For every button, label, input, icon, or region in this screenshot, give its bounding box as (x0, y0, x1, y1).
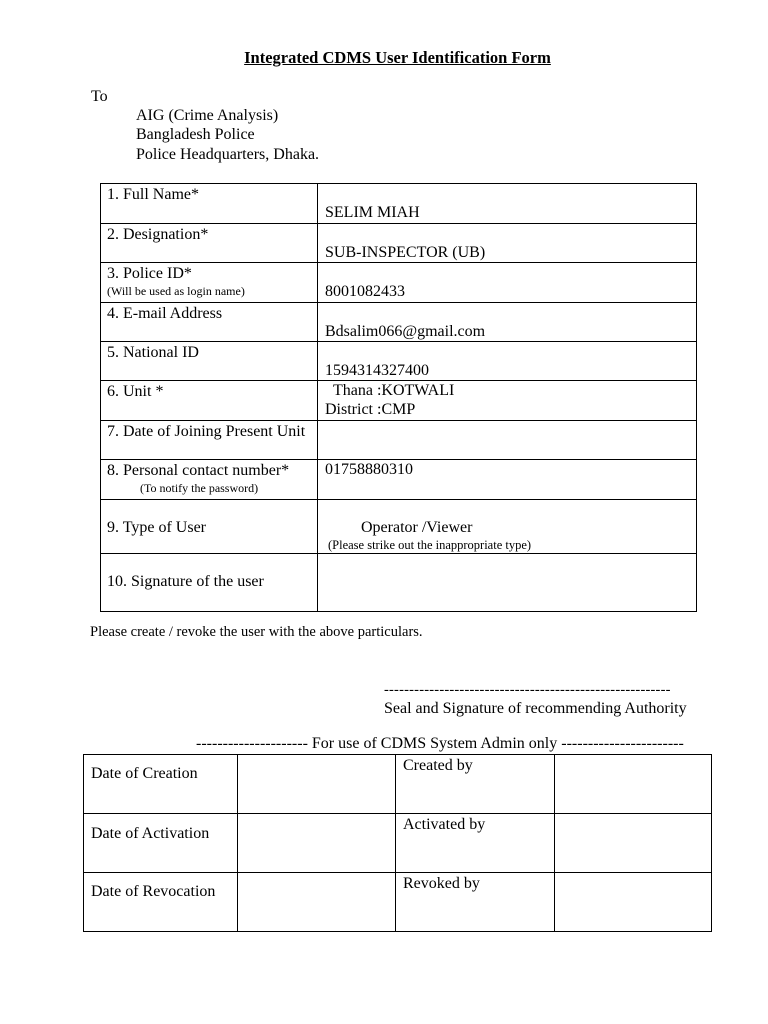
table-row (101, 303, 697, 342)
contact-value[interactable]: 01758880310 (325, 461, 413, 478)
table-row (101, 381, 697, 421)
to-label: To (91, 88, 108, 105)
police-id-label: 3. Police ID* (107, 265, 192, 282)
table-row (101, 421, 697, 460)
table-row (101, 224, 697, 263)
date-of-activation-label: Date of Activation (91, 825, 210, 842)
activated-by-field[interactable] (555, 814, 712, 873)
address-line-1: AIG (Crime Analysis) (136, 107, 279, 124)
recommending-authority-label: Seal and Signature of recommending Authority (384, 700, 687, 717)
table-row (101, 460, 697, 500)
created-by-label: Created by (403, 757, 473, 774)
created-by-field[interactable] (555, 755, 712, 814)
email-value[interactable]: Bdsalim066@gmail.com (325, 323, 486, 340)
table-row (84, 873, 712, 932)
signature-line: --------------------------------------------------------- (384, 682, 671, 698)
unit-thana-value[interactable]: Thana :KOTWALI (333, 382, 455, 399)
table-row (84, 814, 712, 873)
user-details-table (100, 183, 697, 612)
table-row (101, 500, 697, 554)
table-row (84, 755, 712, 814)
date-of-revocation-field[interactable] (238, 873, 396, 932)
table-row (101, 554, 697, 612)
national-id-value[interactable]: 1594314327400 (325, 362, 429, 379)
national-id-label: 5. National ID (107, 344, 199, 361)
revoked-by-field[interactable] (555, 873, 712, 932)
date-of-activation-field[interactable] (238, 814, 396, 873)
unit-label: 6. Unit * (107, 383, 164, 400)
email-label: 4. E-mail Address (107, 305, 223, 322)
form-title: Integrated CDMS User Identification Form (244, 48, 551, 67)
full-name-label: 1. Full Name* (107, 186, 199, 203)
full-name-value[interactable]: SELIM MIAH (325, 204, 420, 221)
unit-district-value[interactable]: District :CMP (325, 401, 416, 418)
admin-section-header: --------------------- For use of CDMS System Admin only ----------------------- (196, 735, 684, 752)
table-row (101, 342, 697, 381)
user-type-value[interactable]: Operator /Viewer (361, 519, 473, 536)
table-row (101, 184, 697, 224)
designation-value[interactable]: SUB-INSPECTOR (UB) (325, 244, 486, 261)
address-line-2: Bangladesh Police (136, 126, 255, 143)
user-type-note: (Please strike out the inappropriate type) (328, 538, 532, 552)
revoked-by-label: Revoked by (403, 875, 480, 892)
admin-table (83, 754, 712, 932)
date-of-creation-field[interactable] (238, 755, 396, 814)
designation-label: 2. Designation* (107, 226, 209, 243)
date-of-revocation-label: Date of Revocation (91, 883, 216, 900)
contact-label: 8. Personal contact number* (107, 462, 290, 479)
contact-note: (To notify the password) (140, 481, 259, 495)
date-of-creation-label: Date of Creation (91, 765, 198, 782)
request-text: Please create / revoke the user with the above particulars. (90, 624, 423, 640)
table-row (101, 263, 697, 303)
police-id-value[interactable]: 8001082433 (325, 283, 405, 300)
joining-date-label: 7. Date of Joining Present Unit (107, 423, 306, 440)
user-type-label: 9. Type of User (107, 519, 207, 536)
signature-field[interactable] (318, 554, 697, 612)
signature-label: 10. Signature of the user (107, 573, 264, 590)
activated-by-label: Activated by (403, 816, 486, 833)
police-id-note: (Will be used as login name) (107, 284, 245, 298)
address-line-3: Police Headquarters, Dhaka. (136, 146, 320, 163)
